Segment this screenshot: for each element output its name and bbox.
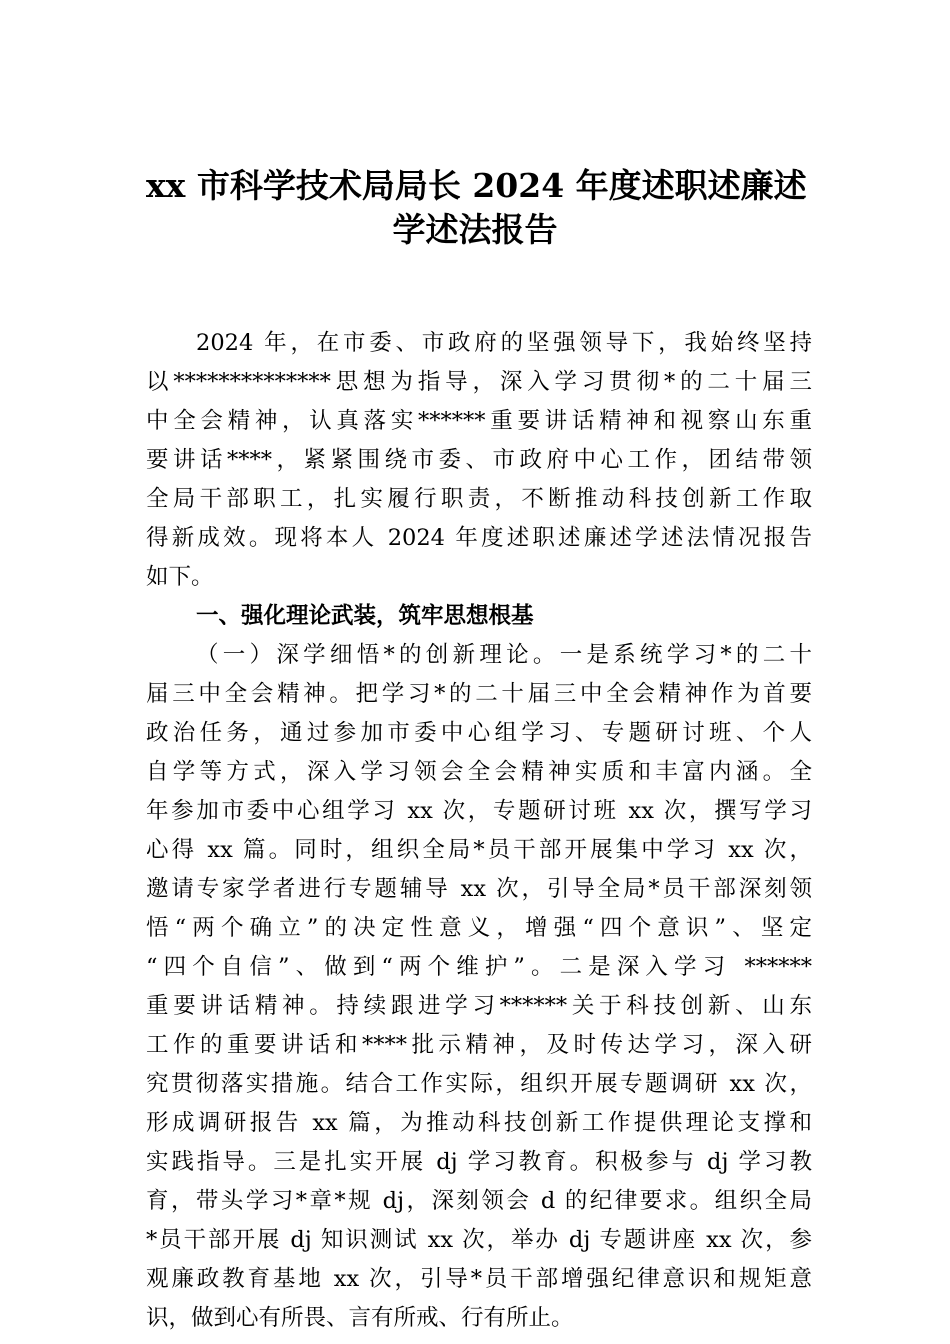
paragraph-line: 如下。 (146, 564, 214, 590)
paragraph-line: 实践指导。三是扎实开展 dj 学习教育。积极参与 dj 学习教 (146, 1149, 812, 1175)
paragraph-line: “四个自信”、做到“两个维护”。二是深入学习 ****** (146, 954, 812, 980)
paragraph-line: 2024 年，在市委、市政府的坚强领导下，我始终坚持 (196, 330, 812, 356)
paragraph-line: 识，做到心有所畏、言有所戒、行有所止。 (146, 1305, 574, 1331)
paragraph-line: 工作的重要讲话和****批示精神，及时传达学习，深入研 (146, 1032, 812, 1058)
paragraph-line: 重要讲话精神。持续跟进学习******关于科技创新、山东 (146, 993, 812, 1019)
paragraph-line: 自学等方式，深入学习领会全会精神实质和丰富内涵。全 (146, 759, 812, 785)
paragraph-line: 心得 xx 篇。同时，组织全局*员干部开展集中学习 xx 次， (146, 837, 812, 863)
section-1-heading: 一、强化理论武装，筑牢思想根基 (196, 603, 534, 629)
document-title-line-1: xx 市科学技术局局长 2024 年度述职述廉述 (146, 166, 807, 205)
paragraph-line: 究贯彻落实措施。结合工作实际，组织开展专题调研 xx 次， (146, 1071, 812, 1097)
paragraph-line: 悟“两个确立”的决定性意义，增强“四个意识”、坚定 (146, 915, 812, 941)
paragraph-line: 观廉政教育基地 xx 次，引导*员干部增强纪律意识和规矩意 (146, 1266, 812, 1292)
intro-paragraph (146, 324, 812, 597)
paragraph-line: 中全会精神，认真落实******重要讲话精神和视察山东重 (146, 408, 812, 434)
paragraph-line: 形成调研报告 xx 篇，为推动科技创新工作提供理论支撑和 (146, 1110, 812, 1136)
paragraph-line: 育，带头学习*章*规 dj，深刻领会 d 的纪律要求。组织全局 (146, 1188, 812, 1214)
paragraph-line: 要讲话****，紧紧围绕市委、市政府中心工作，团结带领 (146, 447, 812, 473)
document-title-line-2: 学述法报告 (392, 210, 558, 249)
paragraph-line: 得新成效。现将本人 2024 年度述职述廉述学述法情况报告 (146, 525, 812, 551)
paragraph-line: 邀请专家学者进行专题辅导 xx 次，引导全局*员干部深刻领 (146, 876, 812, 902)
paragraph-line: 政治任务，通过参加市委中心组学习、专题研讨班、个人 (146, 720, 812, 746)
paragraph-line: 届三中全会精神。把学习*的二十届三中全会精神作为首要 (146, 681, 812, 707)
paragraph-line: *员干部开展 dj 知识测试 xx 次，举办 dj 专题讲座 xx 次，参 (146, 1227, 812, 1253)
section-1-body (146, 636, 812, 1338)
paragraph-line: （一）深学细悟*的创新理论。一是系统学习*的二十 (196, 642, 812, 668)
section-heading (146, 597, 812, 636)
paragraph-line: 以**************思想为指导，深入学习贯彻*的二十届三 (146, 369, 812, 395)
paragraph-line: 全局干部职工，扎实履行职责，不断推动科技创新工作取 (146, 486, 812, 512)
paragraph-line: 年参加市委中心组学习 xx 次，专题研讨班 xx 次，撰写学习 (146, 798, 812, 824)
